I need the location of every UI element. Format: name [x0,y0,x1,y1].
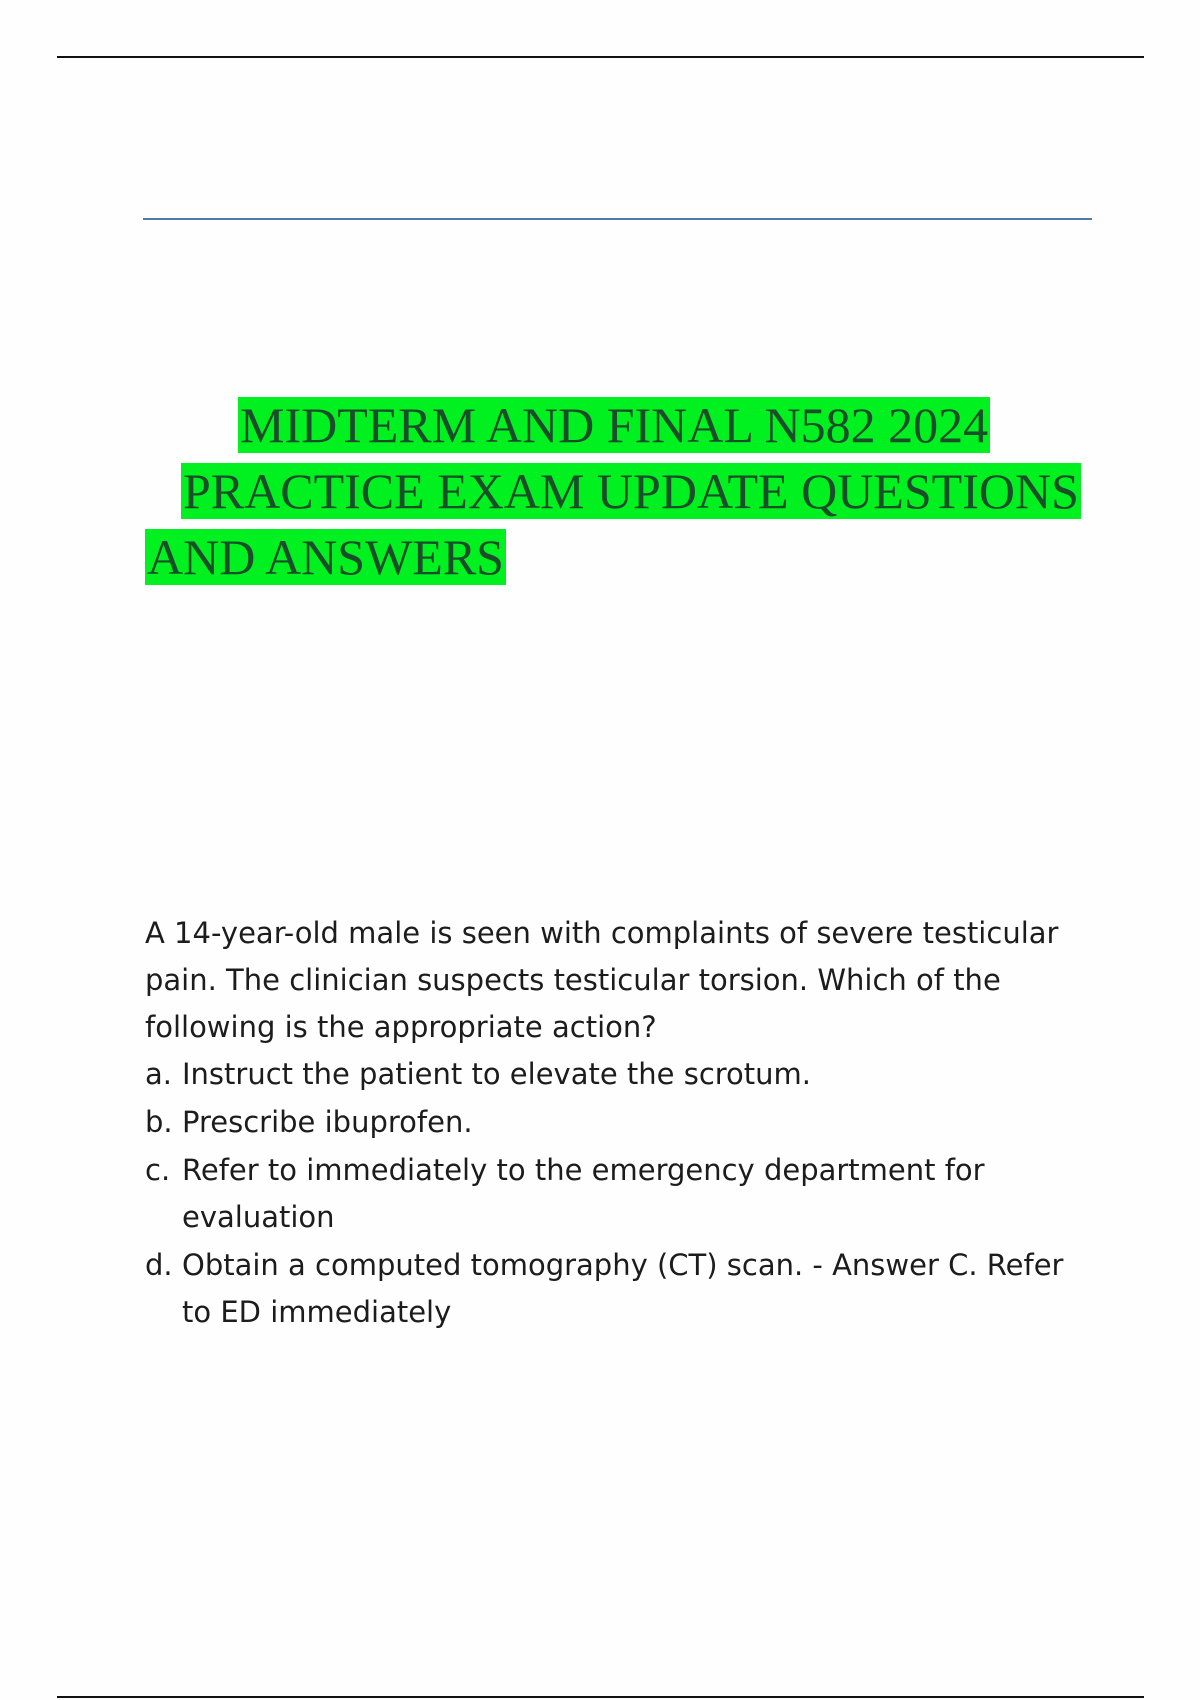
bottom-rule [57,1696,1144,1698]
question-block [145,910,1095,1337]
option-letter: d. [145,1248,173,1282]
option-text: Instruct the patient to elevate the scrotum. [182,1057,812,1091]
option-b [145,1099,1095,1146]
title-line-1: MIDTERM AND FINAL N582 2024 [240,397,989,453]
option-letter: b. [145,1105,173,1139]
option-letter: a. [145,1057,172,1091]
option-text: Obtain a computed tomography (CT) scan. - Answer C. Refer to ED immediately [182,1248,1064,1329]
title-line-2: PRACTICE EXAM UPDATE QUESTIONS [183,463,1079,519]
question-stem: A 14-year-old male is seen with complaints of severe testicular pain. The clinician suspects testicular torsion. Which of the following is the appropriate action? [145,916,1059,1044]
answer-options [145,1051,1095,1336]
option-text: Refer to immediately to the emergency department for evaluation [182,1153,985,1234]
top-rule [57,56,1144,58]
option-letter: c. [145,1153,171,1187]
title-line-3: AND ANSWERS [147,529,504,585]
document-title [143,392,1079,590]
option-text: Prescribe ibuprofen. [182,1105,473,1139]
header-divider [143,218,1092,220]
option-d [145,1242,1095,1336]
option-a [145,1051,1095,1098]
option-c [145,1147,1095,1241]
